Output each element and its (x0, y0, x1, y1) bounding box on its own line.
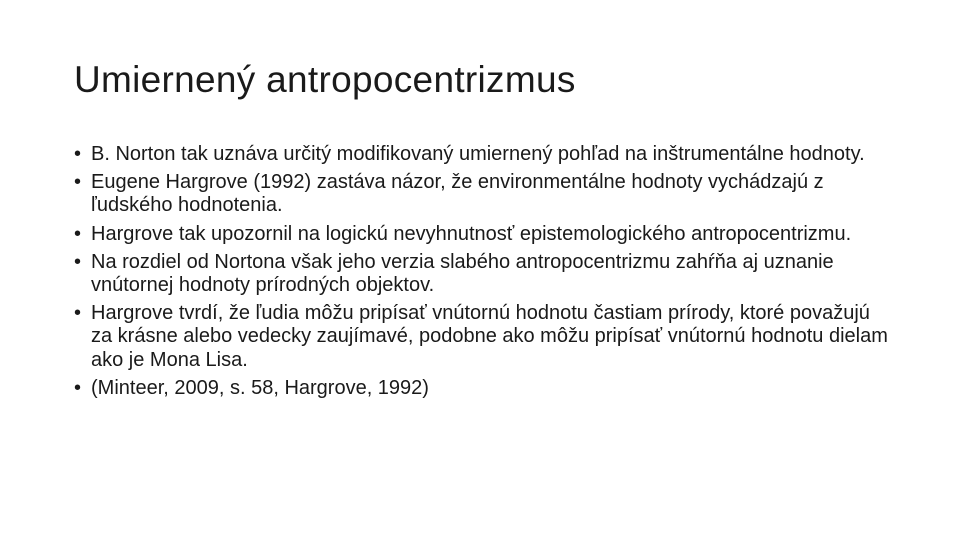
bullet-dot-icon: • (74, 302, 82, 325)
bullet-text: Hargrove tvrdí, že ľudia môžu pripísať vnútornú hodnotu častiam prírody, ktoré považujú za krásne alebo vedecky zaujímavé, podobne ako môžu pripísať vnútornú hodnotu dielam ako je Mona Lisa. (91, 302, 888, 371)
bullet-item (74, 171, 894, 217)
bullet-item (74, 377, 894, 400)
slide-title: Umiernený antropocentrizmus (74, 59, 576, 100)
bullet-text: Hargrove tak upozornil na logickú nevyhnutnosť epistemologického antropocentrizmu. (91, 222, 852, 245)
bullet-item (74, 302, 894, 372)
bullet-text: B. Norton tak uznáva určitý modifikovaný umiernený pohľad na inštrumentálne hodnoty. (91, 143, 865, 165)
bullet-item (74, 223, 894, 246)
bullet-dot-icon: • (74, 143, 82, 165)
bullet-list (74, 143, 894, 400)
bullet-text: (Minteer, 2009, s. 58, Hargrove, 1992) (91, 376, 429, 399)
bullet-text: Eugene Hargrove (1992) zastáva názor, že environmentálne hodnoty vychádzajú z ľudského hodnotenia. (91, 171, 824, 217)
bullet-dot-icon: • (74, 222, 82, 245)
bullet-dot-icon: • (74, 171, 82, 194)
bullet-item (74, 143, 894, 166)
bullet-dot-icon: • (74, 376, 82, 399)
bullet-dot-icon: • (74, 250, 82, 273)
bullet-text: Na rozdiel od Nortona však jeho verzia slabého antropocentrizmu zahŕňa aj uznanie vnútornej hodnoty prírodných objektov. (91, 250, 834, 297)
bullet-item (74, 251, 894, 297)
